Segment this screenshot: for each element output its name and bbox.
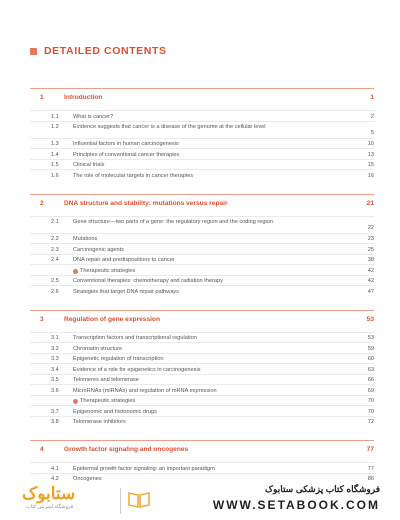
section-number: 4.1: [51, 465, 59, 472]
chapter-number: 4: [40, 446, 44, 453]
chapter-4: [30, 440, 374, 483]
chapter-title: Regulation of gene expression: [64, 315, 160, 323]
section-row[interactable]: [30, 353, 374, 364]
section-row[interactable]: [30, 405, 374, 416]
section-title: Oncogenes: [73, 476, 102, 482]
section-number: 3.5: [51, 377, 59, 383]
section-number: 2.4: [51, 257, 59, 263]
section-number: 1.6: [51, 172, 59, 179]
section-page: 22: [367, 224, 374, 231]
section-page: 70: [367, 398, 374, 404]
section-page: 25: [367, 246, 374, 253]
chapter-title: DNA structure and stability: mutations versus repair: [64, 199, 228, 207]
therapeutic-strategies-row[interactable]: [30, 395, 374, 406]
section-title: Epigenomic and histonomic drugs: [73, 408, 157, 415]
section-page: 47: [367, 288, 374, 295]
section-title: Epigenetic regulation of transcription: [73, 356, 164, 362]
section-row[interactable]: [30, 121, 374, 138]
shop-name: فروشگاه کتاب پزشکی ستابوک: [265, 484, 380, 494]
footer-banner: [0, 478, 400, 520]
section-page: 60: [367, 356, 374, 362]
section-title: Strategies that target DNA repair pathways: [73, 288, 180, 295]
book-icon: [128, 490, 150, 508]
section-page: 2: [370, 113, 374, 120]
strategy-dot-icon: [73, 269, 78, 274]
chapter-row[interactable]: [30, 310, 374, 332]
section-page: 86: [367, 476, 374, 482]
section-number: 3.2: [51, 345, 59, 352]
section-page: 13: [367, 151, 374, 158]
chapter-page: 1: [370, 94, 374, 101]
section-title: Evidence suggests that cancer is a disease of the genome at the cellular level: [73, 124, 266, 130]
section-number: 2.1: [51, 219, 59, 225]
section-page: 15: [367, 162, 374, 168]
strategy-label: Therapeutic strategies: [80, 398, 136, 404]
section-page: 69: [367, 387, 374, 394]
chapter-page: 53: [366, 315, 374, 323]
strategy-label: Therapeutic strategies: [80, 267, 136, 274]
section-number: 2.6: [51, 288, 59, 295]
section-row[interactable]: [30, 342, 374, 353]
section-page: 63: [367, 366, 374, 373]
section-row[interactable]: [30, 138, 374, 149]
section-title: Telomeres and telomerase: [73, 377, 139, 383]
chapter-1: [30, 88, 374, 180]
section-row[interactable]: [30, 384, 374, 395]
section-row[interactable]: [30, 462, 374, 473]
section-page: 10: [367, 141, 374, 147]
shop-url[interactable]: WWW.SETABOOK.COM: [212, 498, 380, 512]
strategy-dot-icon: [73, 399, 78, 404]
section-number: 2.5: [51, 278, 59, 284]
chapter-page: 21: [366, 199, 374, 207]
section-title: [73, 268, 354, 275]
section-title: Clinical trials: [73, 162, 105, 168]
therapeutic-strategies-row[interactable]: [30, 264, 374, 275]
section-page: 66: [367, 377, 374, 383]
section-title: Evidence of a role for epigenetics in carcinogenesis: [73, 366, 201, 373]
section-row[interactable]: [30, 169, 374, 180]
section-number: 1.4: [51, 151, 59, 158]
chapter-row[interactable]: [30, 440, 374, 462]
section-title: Transcription factors and transcriptional regulation: [73, 335, 197, 341]
section-page: 23: [367, 236, 374, 242]
section-page: 72: [367, 419, 374, 425]
section-title: Mutations: [73, 236, 98, 242]
logo-subtitle: فروشگاه اینترنتی کتاب: [26, 504, 74, 510]
section-title: Chromatin structure: [73, 345, 123, 352]
section-title: Conventional therapies: chemotherapy and radiation therapy: [73, 278, 223, 284]
heading-square-icon: [30, 48, 37, 55]
section-row[interactable]: [30, 243, 374, 254]
section-title: MicroRNAs (miRNAs) and regulation of mRNA expression: [73, 387, 217, 394]
section-title: Telomerase inhibitors: [73, 419, 126, 425]
section-title: DNA repair and predispositions to cancer: [73, 257, 175, 263]
setabook-logo: [22, 484, 114, 516]
section-row[interactable]: [30, 332, 374, 343]
section-page: 5: [370, 129, 374, 136]
contents-title: DETAILED CONTENTS: [44, 45, 167, 57]
section-page: 70: [367, 408, 374, 415]
chapter-row[interactable]: [30, 194, 374, 216]
section-row[interactable]: [30, 416, 374, 427]
section-title: The role of molecular targets in cancer therapies: [73, 172, 194, 179]
section-page: 77: [367, 465, 374, 472]
section-number: 1.5: [51, 162, 59, 168]
chapter-row[interactable]: [30, 88, 374, 110]
chapter-number: 1: [40, 94, 44, 101]
section-row[interactable]: [30, 275, 374, 286]
section-number: 3.4: [51, 366, 59, 373]
chapter-number: 3: [40, 315, 44, 323]
section-number: 3.1: [51, 335, 59, 341]
section-number: 3.7: [51, 408, 59, 415]
chapter-number: 2: [40, 199, 44, 207]
section-number: 3.6: [51, 387, 59, 394]
section-row[interactable]: [30, 363, 374, 374]
section-page: 16: [367, 172, 374, 179]
section-title: Principles of conventional cancer therapies: [73, 151, 180, 158]
section-number: 2.3: [51, 246, 59, 253]
section-row[interactable]: [30, 216, 374, 233]
section-number: 3.8: [51, 419, 59, 425]
section-page: 59: [367, 345, 374, 352]
table-of-contents: [30, 88, 374, 483]
chapter-title: Growth factor signaling and oncogenes: [64, 446, 189, 453]
chapter-title: Introduction: [64, 94, 103, 101]
section-number: 2.2: [51, 236, 59, 242]
section-row[interactable]: [30, 159, 374, 170]
section-title: Gene structure—two parts of a gene: the regulatory region and the coding region: [73, 219, 273, 225]
section-row[interactable]: [30, 285, 374, 296]
section-title: [73, 398, 354, 405]
chapter-3: [30, 310, 374, 427]
section-page: 53: [367, 335, 374, 341]
section-number: 3.3: [51, 356, 59, 362]
section-title: Carcinogenic agents: [73, 246, 124, 253]
section-number: 1.3: [51, 141, 59, 147]
section-title: Influential factors in human carcinogenesis: [73, 141, 179, 147]
section-number: 4.2: [51, 476, 59, 482]
section-page: 42: [367, 278, 374, 284]
section-number: 1.2: [51, 124, 59, 130]
logo-text: ستابوک: [22, 484, 76, 503]
section-row[interactable]: [30, 374, 374, 385]
section-number: 1.1: [51, 113, 59, 120]
logo-divider: [120, 488, 121, 514]
section-page: 42: [367, 267, 374, 274]
section-row[interactable]: [30, 233, 374, 244]
chapter-2: [30, 194, 374, 296]
section-row[interactable]: [30, 254, 374, 265]
section-title: Epidermal growth factor signaling: an important paradigm: [73, 465, 215, 472]
contents-heading: [30, 45, 167, 57]
chapter-page: 77: [366, 446, 374, 453]
section-row[interactable]: [30, 110, 374, 121]
section-row[interactable]: [30, 148, 374, 159]
section-title: What is cancer?: [73, 113, 114, 120]
section-page: 38: [367, 257, 374, 263]
